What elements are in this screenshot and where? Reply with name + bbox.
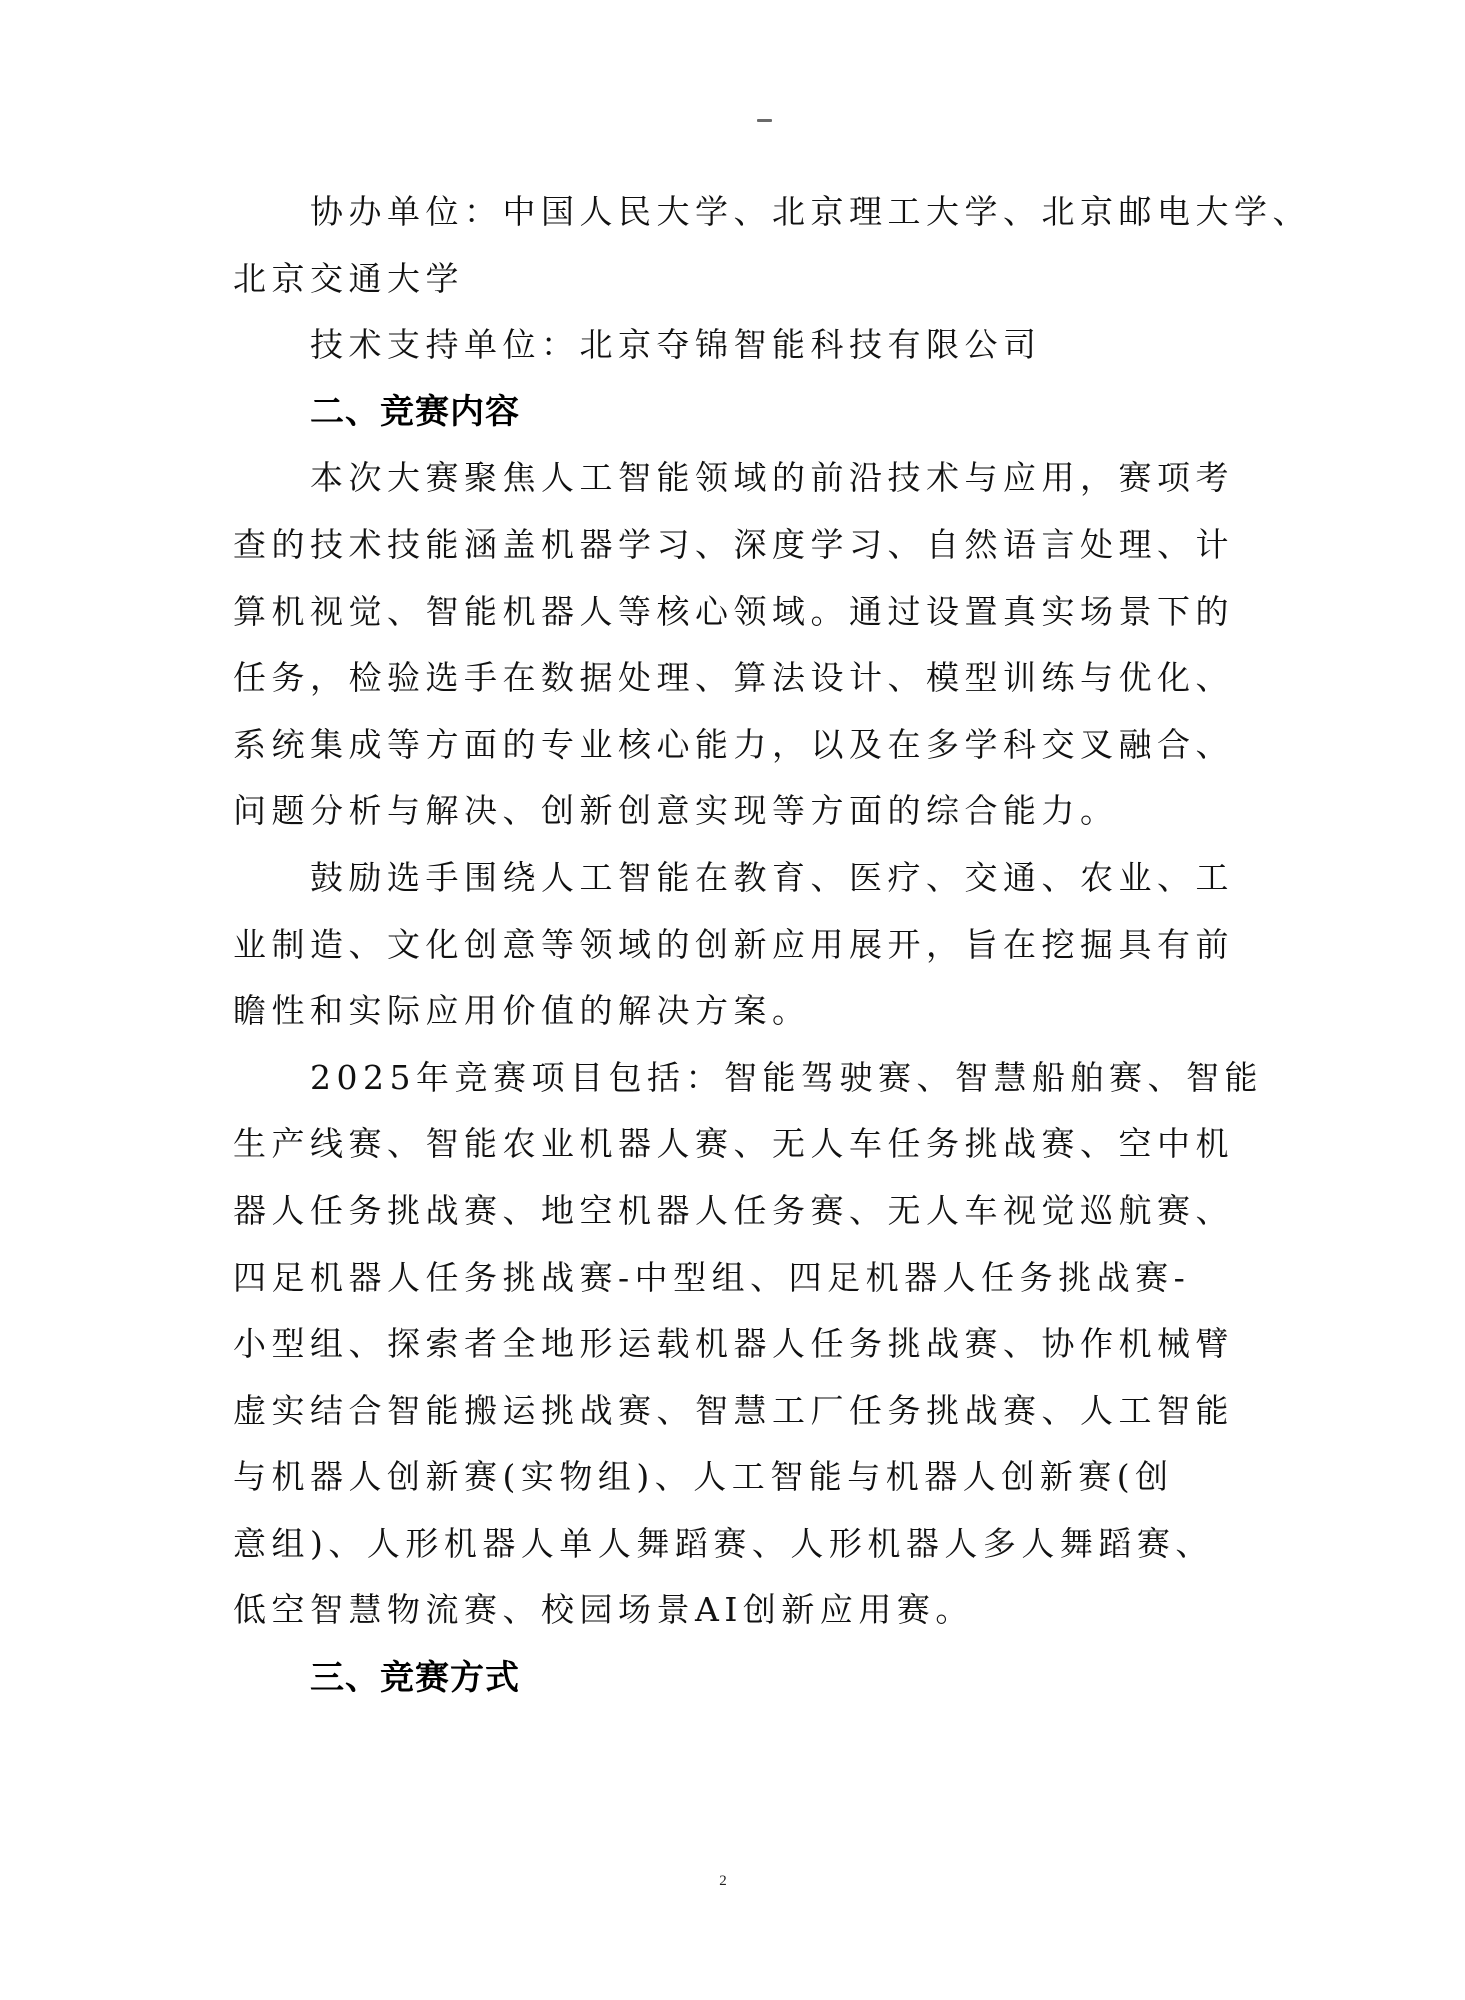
- section-heading-competition-format: 三、竞赛方式: [310, 1658, 520, 1698]
- paragraph-3-line: 虚实结合智能搬运挑战赛、智慧工厂任务挑战赛、人工智能: [233, 1391, 1234, 1430]
- paragraph-2-line: 鼓励选手围绕人工智能在教育、医疗、交通、农业、工: [310, 858, 1234, 897]
- paragraph-2-line: 业制造、文化创意等领域的创新应用展开，旨在挖掘具有前: [233, 925, 1234, 964]
- paragraph-2-line: 瞻性和实际应用价值的解决方案。: [233, 991, 811, 1030]
- co-organizers-line-1: 协办单位：中国人民大学、北京理工大学、北京邮电大学、: [310, 192, 1311, 231]
- paragraph-3-line: 与机器人创新赛(实物组)、人工智能与机器人创新赛(创: [233, 1457, 1174, 1496]
- paragraph-3-line: 2025年竞赛项目包括：智能驾驶赛、智慧船舶赛、智能: [310, 1058, 1263, 1097]
- paragraph-3-line: 低空智慧物流赛、校园场景AI创新应用赛。: [233, 1590, 974, 1629]
- paragraph-3-line: 四足机器人任务挑战赛-中型组、四足机器人任务挑战赛-: [233, 1258, 1191, 1297]
- paragraph-3-line: 小型组、探索者全地形运载机器人任务挑战赛、协作机械臂: [233, 1324, 1234, 1363]
- paragraph-1-line: 问题分析与解决、创新创意实现等方面的综合能力。: [233, 791, 1119, 830]
- paragraph-1-line: 系统集成等方面的专业核心能力，以及在多学科交叉融合、: [233, 725, 1234, 764]
- paragraph-3-line: 生产线赛、智能农业机器人赛、无人车任务挑战赛、空中机: [233, 1124, 1234, 1163]
- paragraph-1-line: 任务，检验选手在数据处理、算法设计、模型训练与优化、: [233, 658, 1234, 697]
- paragraph-1-line: 本次大赛聚焦人工智能领域的前沿技术与应用，赛项考: [310, 458, 1234, 497]
- co-organizers-line-2: 北京交通大学: [233, 259, 464, 298]
- paragraph-1-line: 算机视觉、智能机器人等核心领域。通过设置真实场景下的: [233, 592, 1234, 631]
- page-number: 2: [719, 1873, 727, 1889]
- paragraph-3-line: 器人任务挑战赛、地空机器人任务赛、无人车视觉巡航赛、: [233, 1191, 1234, 1230]
- section-heading-competition-content: 二、竞赛内容: [310, 392, 520, 432]
- paragraph-3-line: 意组)、人形机器人单人舞蹈赛、人形机器人多人舞蹈赛、: [233, 1524, 1214, 1563]
- paragraph-1-line: 查的技术技能涵盖机器学习、深度学习、自然语言处理、计: [233, 525, 1234, 564]
- header-marker: [757, 119, 772, 122]
- tech-support-line: 技术支持单位：北京夺锦智能科技有限公司: [310, 325, 1042, 364]
